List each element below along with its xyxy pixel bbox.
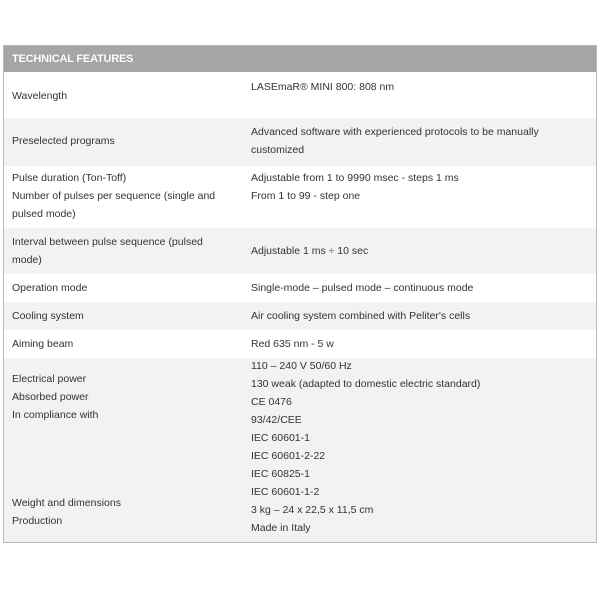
row-label [12,279,232,297]
row-label [12,233,232,269]
row-value [251,279,591,297]
value-line: Advanced software with experienced protocols to be manually [251,126,539,138]
value-line: IEC 60825-1 [251,468,310,480]
table-row-preselected-programs [4,118,596,166]
value-line: customized [251,144,305,156]
value-line: CE 0476 [251,396,292,408]
label-line: Absorbed power [12,391,89,403]
table-row-pulse-duration [4,166,596,228]
value-line: Single-mode – pulsed mode – continuous mode [251,282,474,294]
label-line: Preselected programs [12,135,115,147]
row-value [251,307,591,325]
row-label [12,132,232,150]
label-line: Weight and dimensions [12,497,121,509]
table-row-cooling-system [4,302,596,330]
row-value [251,169,591,205]
value-line: Made in Italy [251,522,311,534]
table-row-aiming-beam [4,330,596,358]
table-row-electrical-power [4,358,596,542]
label-line: Aiming beam [12,338,74,350]
label-line: pulsed mode) [12,208,76,220]
row-value [251,123,591,159]
row-label [12,169,232,223]
value-line: Air cooling system combined with Peliter's cells [251,310,471,322]
row-label-secondary [12,494,232,530]
value-line: 130 weak (adapted to domestic electric standard) [251,378,481,390]
row-value [251,357,591,537]
table-row-interval [4,228,596,274]
row-label [12,370,232,424]
label-line: mode) [12,254,42,266]
row-label [12,87,232,105]
label-line: Operation mode [12,282,88,294]
row-value [251,335,591,353]
label-line: Electrical power [12,373,87,385]
value-line: 3 kg – 24 x 22,5 x 11,5 cm [251,504,374,516]
value-line: Adjustable from 1 to 9990 msec - steps 1 ms [251,172,459,184]
row-label [12,307,232,325]
row-value [251,242,591,260]
value-line: From 1 to 99 - step one [251,190,361,202]
value-line: IEC 60601-2-22 [251,450,326,462]
label-line: Wavelength [12,90,68,102]
table-row-wavelength [4,72,596,118]
value-line: Red 635 nm - 5 w [251,338,334,350]
row-value [251,78,591,96]
technical-features-table [3,45,597,543]
value-line: LASEmaR® MINI 800: 808 nm [251,81,395,93]
value-line: IEC 60601-1-2 [251,486,320,498]
label-line: Interval between pulse sequence (pulsed [12,236,203,248]
label-line: Pulse duration (Ton-Toff) [12,172,127,184]
row-label [12,335,232,353]
value-line: Adjustable 1 ms ÷ 10 sec [251,245,369,257]
label-line: Number of pulses per sequence (single and [12,190,216,202]
value-line: 110 – 240 V 50/60 Hz [251,360,352,372]
label-line: In compliance with [12,409,99,421]
value-line: IEC 60601-1 [251,432,310,444]
label-line: Production [12,515,63,527]
value-line: 93/42/CEE [251,414,302,426]
label-line: Cooling system [12,310,84,322]
table-header: TECHNICAL FEATURES [4,46,596,72]
table-row-operation-mode [4,274,596,302]
